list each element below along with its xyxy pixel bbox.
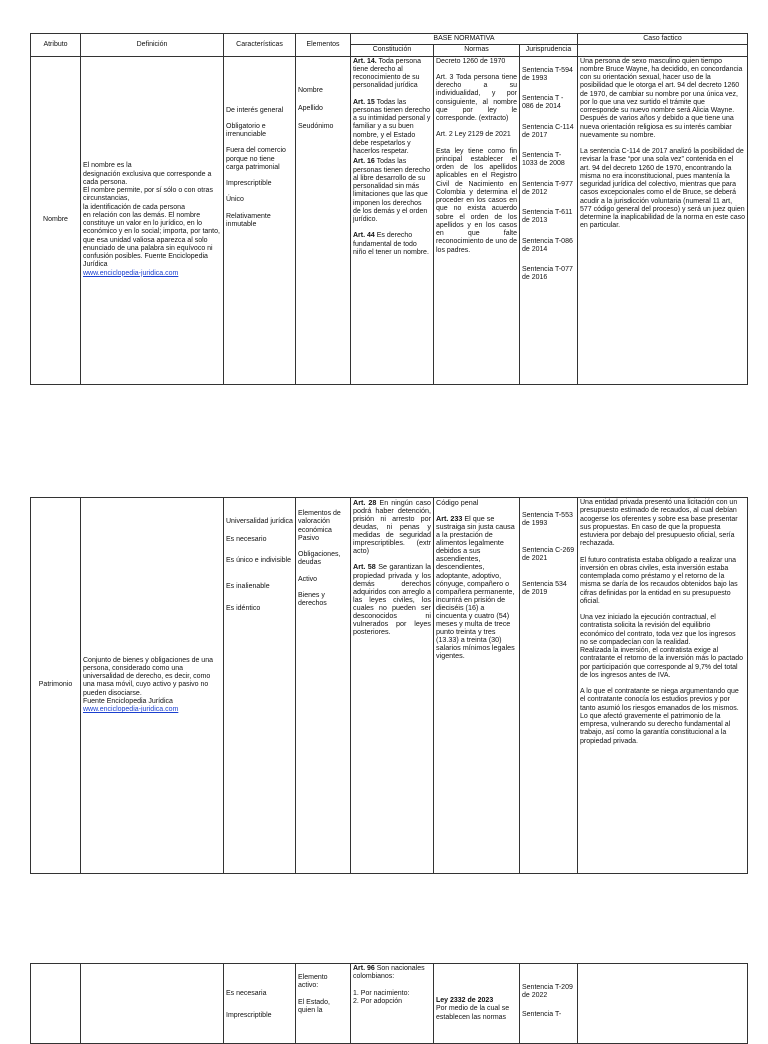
constitucion-cell <box>351 964 434 1044</box>
caso-paragraph: La sentencia C-114 de 2017 analizó la posibilidad de revisar la frase “por una sola vez” contenida en el art. 94 del decreto 1260 de 1970, encontrando la misma no era inconstitucional, pues mantenía la seguridad jurídica del colectivo, mientras que para casos excepcionales como el de Bruce, se deberá acudir a la jurisdicción voluntaria (numeral 11 art, 577 código general del proceso) y será un juez quien determine la inaplicabilidad de la norma en este caso en particular. <box>580 148 747 230</box>
caracteristica-item: Único <box>226 196 244 204</box>
header-normas: Normas <box>434 45 520 56</box>
caso-cell <box>578 964 748 1044</box>
header-caracteristicas: Características <box>224 34 296 57</box>
norma-text: Por medio de la cual se establecen las normas <box>436 1005 512 1021</box>
norma-item: Art. 2 Ley 2129 de 2021 <box>436 131 511 139</box>
normas-cell <box>434 56 520 384</box>
elemento-item: Elementos de valoración económica Pasivo <box>298 510 343 542</box>
table-row <box>31 498 748 874</box>
caracteristica-item: Es inalienable <box>226 582 270 590</box>
sentencia-item: Sentencia T-553 de 1993 <box>522 512 575 528</box>
caracteristica-item: Es necesaria <box>226 990 267 997</box>
norma-item: Art. 3 Toda persona tiene derecho a su individualidad, y por consiguiente, al nombre que por ley le corresponde. (extracto) <box>436 73 519 122</box>
constitucion-article: Art. 16 Todas las personas tienen derecho al libre desarrollo de su personalidad sin más limitaciones que las que imponen los derechos de los demás y el orden jurídico. <box>353 158 433 223</box>
sentencia-item: Sentencia T-1033 de 2008 <box>522 152 565 168</box>
caracteristicas-cell <box>224 498 296 874</box>
elementos-cell <box>296 498 351 874</box>
table-row <box>31 56 748 384</box>
caso-paragraph: Una vez iniciado la ejecución contractual, el contratista solicita la revisión del equilibrio económico del contrato, toda vez que los ingresos no se compadecían con la realidad. Realizada la inversión, el contratista exige al contratante el retorno de la inversión más lo pactado por participación que corresponde al 9,7% del total de los ingresos antes de IVA. <box>580 614 744 679</box>
sentencia-item: Sentencia T- <box>522 1010 562 1018</box>
caracteristica-item: Es único e indivisible <box>226 556 291 564</box>
constitucion-article: Art. 58 Se garantizan la propiedad privada y los demás derechos adquiridos con arreglo a las leyes civiles, los cuales no pueden ser desconocidos ni vulnerados por leyes posteriores. <box>353 562 433 636</box>
caracteristica-item: Es necesario <box>226 536 267 544</box>
constitucion-article: Art. 44 Es derecho fundamental de todo niño el tener un nombre. <box>353 232 429 256</box>
constitucion-article: Art. 28 En ningún caso podrá haber detención, prisión ni arresto por deudas, ni penas y medidas de seguridad imprescriptibles. (extr acto) <box>353 498 433 556</box>
elementos-cell <box>296 964 351 1044</box>
atributo-cell <box>31 964 81 1044</box>
table-nombre <box>30 33 748 385</box>
caso-cell <box>578 56 748 384</box>
norma-head: Ley 2332 de 2023 <box>436 997 494 1004</box>
sentencia-item: Sentencia T-594 de 1993 <box>522 66 575 82</box>
elementos-cell <box>296 56 351 384</box>
enciclopedia-link[interactable]: www.enciclopedia-juridica.com <box>83 269 179 277</box>
elemento-item: Apellido <box>298 104 323 112</box>
elemento-item: Elemento activo: <box>298 974 330 990</box>
definicion-cell <box>81 56 224 384</box>
constitucion-cell <box>351 56 434 384</box>
sentencia-item: Sentencia T-611 de 2013 <box>522 209 575 225</box>
caracteristicas-cell <box>224 56 296 384</box>
caso-paragraph: El futuro contratista estaba obligado a realizar una inversión en obras civiles, esta inversión estaba contemplada como préstamo y el retorno de la misma se daría de los recaudos obtenidos bajo las cifras definidas por la entidad en su presupuesto oficial. <box>580 556 740 605</box>
caracteristica-item: De interés general <box>226 106 284 114</box>
caracteristica-item: Obligatorio e irrenunciable <box>226 122 268 138</box>
elemento-item: Nombre <box>298 86 323 94</box>
header-caso-factico: Caso factico <box>578 34 748 45</box>
caracteristica-item: Imprescriptible <box>226 180 272 187</box>
header-elementos: Elementos <box>296 34 351 57</box>
header-jurisprudencia: Jurisprudencia <box>520 45 578 56</box>
caracteristicas-cell <box>224 964 296 1044</box>
constitucion-item: 2. Por adopción <box>353 997 403 1005</box>
table-row <box>31 964 748 1044</box>
sentencia-item: Sentencia T-077 de 2016 <box>522 266 575 282</box>
table-nacionalidad-partial <box>30 963 748 1044</box>
sentencia-item: Sentencia 534 de 2019 <box>522 581 569 597</box>
sentencia-item: Sentencia T - 086 de 2014 <box>522 95 566 111</box>
caracteristica-item: Universalidad jurídica <box>226 518 293 525</box>
sentencia-item: Sentencia C-269 de 2021 <box>522 546 577 562</box>
norma-article: Art. 233 El que se sustraiga sin justa causa a la prestación de alimentos legalmente debidos a sus ascendientes, descendientes, adoptante, adoptivo, cónyuge, compañero o compañera permanente, incurrirá en prisión de dieciséis (16) a cincuenta y cuatro (54) meses y multa de trece punto treinta y tres (13.33) a treinta (30) salarios mínimos legales vigentes. <box>436 514 517 661</box>
normas-cell <box>434 498 520 874</box>
elemento-item: Seudónimo <box>298 123 334 130</box>
caracteristica-item: Relativamente inmutable <box>226 212 273 228</box>
elemento-item: Activo <box>298 575 318 583</box>
norma-item: Esta ley tiene como fin principal establecer el orden de los apellidos aplicables en el Registro Civil de Nacimiento en Colombia y determina el proceder en los casos en que no exista acuerdo sobre el orden de los apellidos y en los casos en que falte reconocimiento de uno de los padres. <box>436 147 519 254</box>
header-definicion: Definición <box>81 34 224 57</box>
header-caso-blank <box>578 45 748 56</box>
table-patrimonio <box>30 497 748 874</box>
constitucion-item: 1. Por nacimiento: <box>353 989 410 997</box>
elemento-item: Bienes y derechos <box>298 591 327 607</box>
elemento-item: Obligaciones, deudas <box>298 551 343 567</box>
sentencia-item: Sentencia T-209 de 2022 <box>522 984 575 1000</box>
header-atributo: Atributo <box>31 34 81 57</box>
constitucion-article: Art. 14. Toda persona tiene derecho al reconocimiento de su personalidad jurídica <box>353 57 423 90</box>
sentencia-item: Sentencia T-977 de 2012 <box>522 180 575 196</box>
definicion-text: Conjunto de bienes y obligaciones de una persona, considerado como una universalidad de derecho, es decir, como una masa móvil, cuyo activo y pasivo no pueden disociarse. Fuente Enciclopedia Jurídica <box>83 656 213 705</box>
header-base-normativa: BASE NORMATIVA <box>351 34 578 45</box>
caso-paragraph: A lo que el contratante se niega argumentando que el contratante conocía los estudios previos y por tanto asumió los riesgos emanados de los mismos. Lo que afectó gravemente el patrimonio de la empresa, vulnerando su derecho fundamental al trabajo, así como la garantía constitucional a la propiedad privada. <box>580 688 741 745</box>
jurisprudencia-cell <box>520 964 578 1044</box>
norma-head: Código penal <box>436 498 479 507</box>
normas-cell <box>434 964 520 1044</box>
atributo-cell: Nombre <box>31 56 81 384</box>
caso-cell <box>578 498 748 874</box>
sentencia-item: Sentencia T-086 de 2014 <box>522 237 575 253</box>
header-constitucion: Constitución <box>351 45 434 56</box>
caso-paragraph: Una entidad privada presentó una licitación con un presupuesto estimado de recaudos, al cual debían acogerse los oferentes y sobre esa base presentar sus propuestas. En caso de que la propuesta estuviera por debajo del presupuesto oficial, sería rechazada. <box>580 499 740 548</box>
constitucion-cell <box>351 498 434 874</box>
caracteristica-item: Es idéntico <box>226 605 261 612</box>
constitucion-article: Art. 15 Todas las personas tienen derecho a su intimidad personal y familiar y a su buen nombre, y el Estado debe respetarlos y hacerlos respetar. <box>353 98 433 155</box>
caracteristica-item: Imprescriptible <box>226 1012 272 1020</box>
norma-item: Decreto 1260 de 1970 <box>436 57 506 65</box>
jurisprudencia-cell <box>520 56 578 384</box>
definicion-cell <box>81 964 224 1044</box>
caracteristica-item: Fuera del comercio porque no tiene carga patrimonial <box>226 147 288 171</box>
enciclopedia-link[interactable]: www.enciclopedia-juridica.com <box>83 706 179 714</box>
jurisprudencia-cell <box>520 498 578 874</box>
definicion-cell <box>81 498 224 874</box>
definicion-text: El nombre es la designación exclusiva que corresponde a cada persona. El nombre permite, por sí sólo o con otras circunstancias, la identificación de cada persona en relación con las demás. El nombre constituye un valor en lo jurídico, en lo económico y en lo social; importa, por tanto, que esa unidad valiosa aparezca al solo enunciado de una palabra sin equívoco ni confusión posibles. Fuente Enciclopedia Jurídica <box>83 162 220 269</box>
constitucion-article: Art. 96 Son nacionales colombianos: <box>353 965 427 981</box>
caso-paragraph: Una persona de sexo masculino quien tiempo nombre Bruce Wayne, ha decidido, en concordancia con su orientación sexual, hacer uso de la posibilidad que le otorga el art. 94 del decreto 1260 de 1970, de cambiar su nombre por una única vez, por lo que una vez surtido el trámite que corresponde su nuevo nombre será Alicia Wayne. Después de varios años y debido a que tiene una nueva orientación religiosa es su interés cambiar nuevamente su nombre. <box>580 57 745 139</box>
elemento-item: El Estado, quien la <box>298 998 332 1014</box>
atributo-cell: Patrimonio <box>31 498 81 874</box>
sentencia-item: Sentencia C-114 de 2017 <box>522 123 576 139</box>
